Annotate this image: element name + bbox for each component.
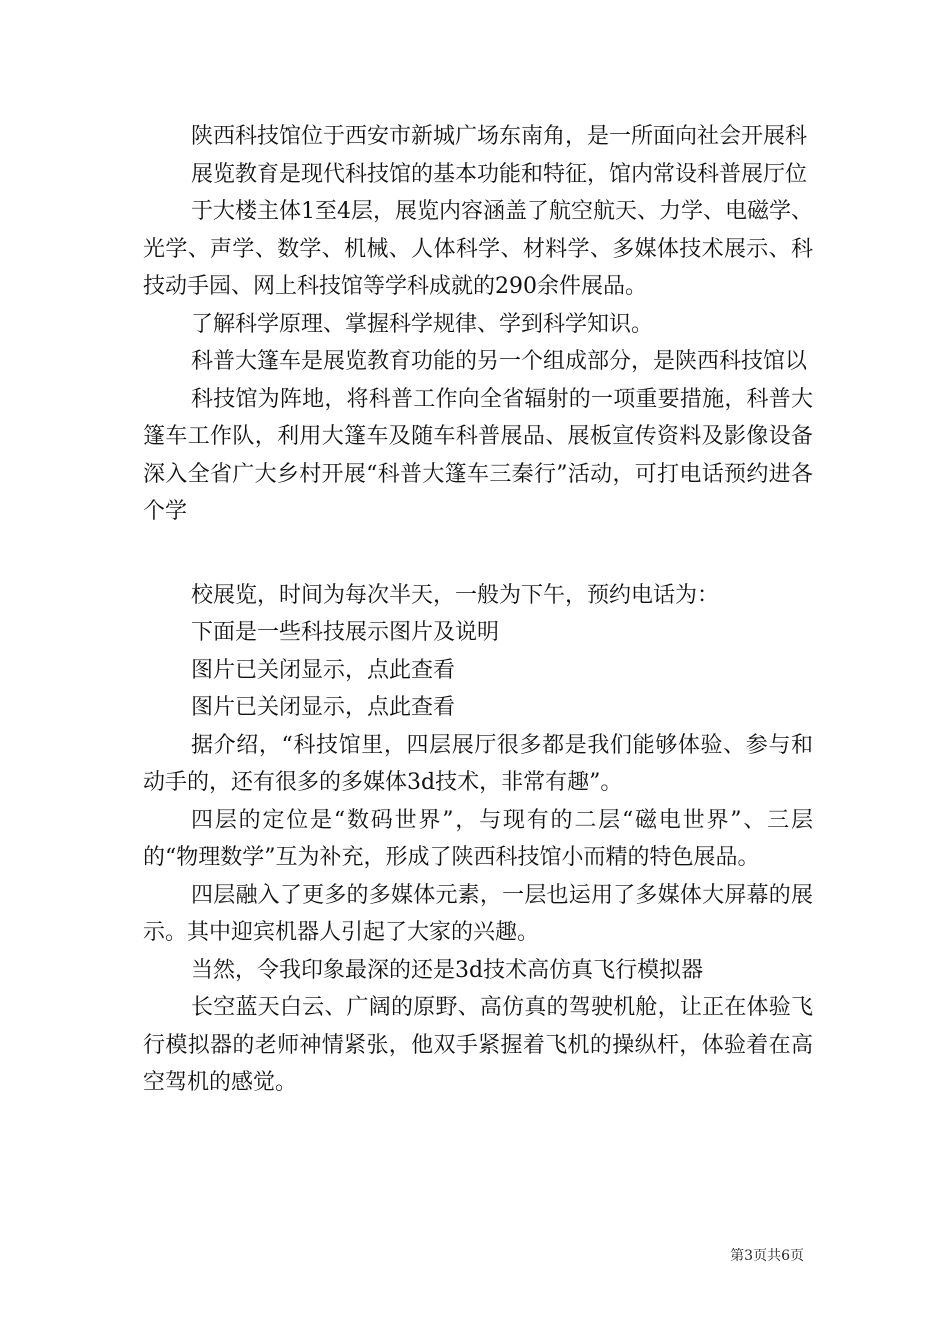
image-placeholder-link[interactable]: 图片已关闭显示，点此查看 bbox=[191, 695, 456, 720]
paragraph-spacer bbox=[143, 531, 813, 577]
paragraph: 展览教育是现代科技馆的基本功能和特征，馆内常设科普展厅位 bbox=[191, 161, 808, 187]
paragraph: 陕西科技馆位于西安市新城广场东南角，是一所面向社会开展科 bbox=[191, 124, 808, 149]
paragraph: 四层的定位是“数码世界”，与现有的二层“磁电世界”、三层的“物理数学”互为补充，形成了陕西科技馆小而精的特色展品。 bbox=[143, 807, 813, 870]
paragraph: 据介绍，“科技馆里，四层展厅很多都是我们能够体验、参与和动手的，还有很多的多媒体3d技术，非常有趣”。 bbox=[143, 732, 813, 795]
paragraph: 当然，令我印象最深的还是3d技术高仿真飞行模拟器 bbox=[191, 957, 704, 983]
page-number: 第3页共6页 bbox=[730, 1248, 804, 1264]
paragraph: 下面是一些科技展示图片及说明 bbox=[191, 620, 500, 645]
paragraph: 四层融入了更多的多媒体元素，一层也运用了多媒体大屏幕的展示。其中迎宾机器人引起了大家的兴趣。 bbox=[143, 882, 813, 945]
paragraph: 科技馆为阵地，将科普工作向全省辐射的一项重要措施，科普大篷车工作队，利用大篷车及随车科普展品、展板宣传资料及影像设备深入全省广大乡村开展“科普大篷车三秦行”活动，可打电话预约进各个学 bbox=[143, 386, 813, 524]
paragraph: 于大楼主体1至4层，展览内容涵盖了航空航天、力学、电磁学、光学、声学、数学、机械、人体科学、材料学、多媒体技术展示、科技动手园、网上科技馆等学科成就的290余件展品。 bbox=[143, 199, 813, 299]
paragraph: 了解科学原理、掌握科学规律、学到科学知识。 bbox=[191, 311, 654, 337]
paragraph: 长空蓝天白云、广阔的原野、高仿真的驾驶机舱，让正在体验飞行模拟器的老师神情紧张，他双手紧握着飞机的操纵杆，体验着在高空驾机的感觉。 bbox=[143, 995, 813, 1095]
paragraph: 校展览，时间为每次半天，一般为下午，预约电话为： bbox=[191, 582, 720, 608]
article-body bbox=[143, 118, 813, 1102]
paragraph: 科普大篷车是展览教育功能的另一个组成部分，是陕西科技馆以 bbox=[191, 349, 808, 374]
image-placeholder-link[interactable]: 图片已关闭显示，点此查看 bbox=[191, 657, 456, 683]
